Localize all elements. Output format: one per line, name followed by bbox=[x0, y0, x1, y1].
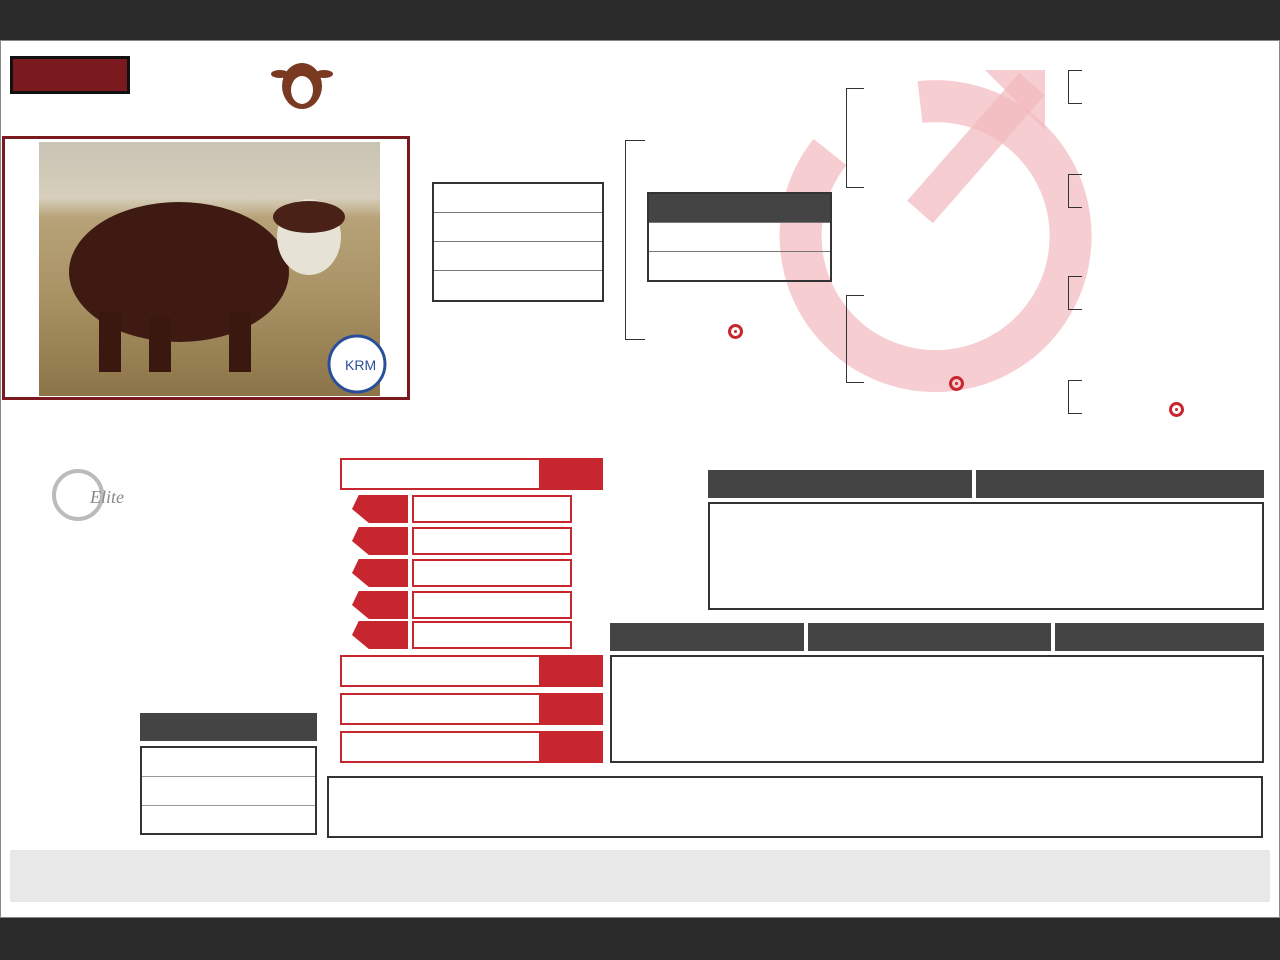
ouerskap-row bbox=[649, 251, 830, 280]
sub-index bbox=[352, 527, 572, 555]
pedigree-dam bbox=[632, 322, 842, 342]
miostatien-title bbox=[140, 713, 317, 741]
groei-waarde-index bbox=[340, 655, 603, 687]
miostatien-table bbox=[140, 713, 317, 835]
sub-index bbox=[352, 495, 572, 523]
pedigree-dam-dam bbox=[858, 374, 1058, 394]
genomic-icon bbox=[949, 376, 964, 391]
info-row bbox=[434, 242, 602, 271]
sub-index bbox=[352, 559, 572, 587]
miostatien-row bbox=[141, 747, 316, 776]
miostatien-row bbox=[141, 776, 316, 805]
genomic-icon bbox=[1169, 402, 1184, 417]
pedigree-bracket bbox=[1068, 276, 1082, 310]
hereford-head-icon bbox=[272, 60, 332, 115]
genomic-icon bbox=[728, 324, 743, 339]
pedigree-bracket bbox=[1068, 174, 1082, 208]
karkas-waarde-index bbox=[340, 693, 603, 725]
ebv-group-header bbox=[808, 623, 1051, 651]
miostatien-row bbox=[141, 805, 316, 834]
ebv-group-header bbox=[1055, 623, 1264, 651]
sub-index bbox=[352, 621, 572, 649]
svg-text:Elite: Elite bbox=[90, 487, 124, 507]
bull-image bbox=[39, 142, 380, 396]
sub-index bbox=[352, 591, 572, 619]
ebv-bottom-table bbox=[610, 655, 1264, 763]
info-row bbox=[434, 184, 602, 213]
info-row bbox=[434, 213, 602, 242]
ouerskap-table bbox=[647, 192, 832, 282]
pedigree-bracket bbox=[846, 295, 864, 383]
ouerskap-row bbox=[649, 222, 830, 251]
logix-analysis-badge bbox=[625, 470, 697, 618]
ebv-top-table bbox=[708, 502, 1264, 610]
ouerskap-header bbox=[649, 194, 830, 222]
animal-photo bbox=[2, 136, 410, 400]
pedigree-ddd bbox=[1085, 400, 1270, 420]
produksie-waarde-index bbox=[340, 731, 603, 763]
koeiwaarde-index bbox=[340, 458, 603, 490]
pedigree-bracket bbox=[625, 140, 645, 340]
pedigree-bracket bbox=[846, 88, 864, 188]
ebv-group-header bbox=[708, 470, 972, 498]
animal-info-table bbox=[432, 182, 604, 302]
pedigree-bracket bbox=[1068, 70, 1082, 104]
lot-number bbox=[10, 56, 130, 94]
ebv-group-header bbox=[610, 623, 804, 651]
weights-table bbox=[327, 776, 1263, 838]
elite-logo-icon bbox=[40, 465, 124, 525]
qr-code-icon bbox=[10, 714, 136, 838]
seller-remarks bbox=[10, 850, 1270, 902]
info-row bbox=[434, 271, 602, 300]
sa-hereford-logo bbox=[172, 60, 337, 120]
svg-text:KRM: KRM bbox=[345, 357, 377, 373]
pedigree-bracket bbox=[1068, 380, 1082, 414]
ebv-group-header bbox=[976, 470, 1264, 498]
